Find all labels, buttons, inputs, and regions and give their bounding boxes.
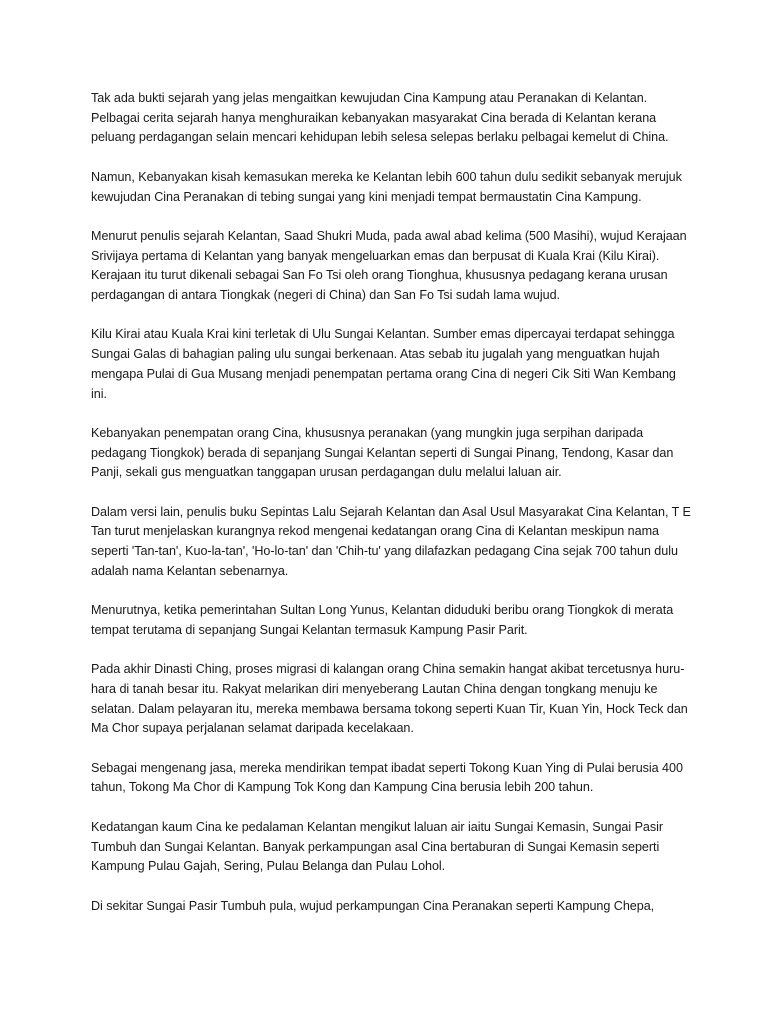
paragraph-4: Kilu Kirai atau Kuala Krai kini terletak di Ulu Sungai Kelantan. Sumber emas dipercayai terdapat sehingga Sungai Galas di bahagian paling ulu sungai berkenaan. Atas sebab itu jugalah yang menguatkan hujah mengapa Pulai di Gua Musang menjadi penempatan pertama orang Cina di negeri Cik Siti Wan Kembang ini. xyxy=(91,327,676,401)
paragraph-8: Pada akhir Dinasti Ching, proses migrasi di kalangan orang China semakin hangat akibat tercetusnya huru-hara di tanah besar itu. Rakyat melarikan diri menyeberang Lautan China dengan tongkang menuju ke selatan. Dalam pelayaran itu, mereka membawa bersama tokong seperti Kuan Tir, Kuan Yin, Hock Teck dan Ma Chor supaya perjalanan selamat daripada kecelakaan. xyxy=(91,662,688,736)
paragraph-2: Namun, Kebanyakan kisah kemasukan mereka ke Kelantan lebih 600 tahun dulu sedikit sebanyak merujuk kewujudan Cina Peranakan di tebing sungai yang kini menjadi tempat bermaustatin Cina Kampung. xyxy=(91,169,682,204)
paragraph-6: Dalam versi lain, penulis buku Sepintas Lalu Sejarah Kelantan dan Asal Usul Masyarakat Cina Kelantan, T E Tan turut menjelaskan kurangnya rekod mengenai kedatangan orang Cina di Kelantan meskipun nama seperti 'Tan-tan', Kuo-la-tan', 'Ho-lo-tan' dan 'Chih-tu' yang dilafazkan pedagang Cina sejak 700 tahun dulu adalah nama Kelantan sebenarnya. xyxy=(91,504,691,578)
paragraph-7: Menurutnya, ketika pemerintahan Sultan Long Yunus, Kelantan diduduki beribu orang Tiongkok di merata tempat terutama di sepanjang Sungai Kelantan termasuk Kampung Pasir Parit. xyxy=(91,603,674,637)
paragraph-1: Tak ada bukti sejarah yang jelas mengaitkan kewujudan Cina Kampung atau Peranakan di Kelantan. Pelbagai cerita sejarah hanya menghuraikan kebanyakan masyarakat Cina berada di Kelantan kerana peluang perdagangan selain mencari kehidupan lebih selesa selepas berlaku pelbagai kemelut di China. xyxy=(91,91,669,145)
paragraph-11: Di sekitar Sungai Pasir Tumbuh pula, wujud perkampungan Cina Peranakan seperti Kampung Chepa, xyxy=(91,898,655,913)
paragraph-5: Kebanyakan penempatan orang Cina, khususnya peranakan (yang mungkin juga serpihan daripada pedagang Tiongkok) berada di sepanjang Sungai Kelantan seperti di Sungai Pinang, Tendong, Kasar dan Panji, sekali gus menguatkan tanggapan urusan perdagangan dulu melalui laluan air. xyxy=(91,425,674,480)
document-body xyxy=(91,89,691,936)
paragraph-10: Kedatangan kaum Cina ke pedalaman Kelantan mengikut laluan air iaitu Sungai Kemasin, Sungai Pasir Tumbuh dan Sungai Kelantan. Banyak perkampungan asal Cina bertaburan di Sungai Kemasin seperti Kampung Pulau Gajah, Sering, Pulau Belanga dan Pulau Lohol. xyxy=(91,819,664,874)
paragraph-3: Menurut penulis sejarah Kelantan, Saad Shukri Muda, pada awal abad kelima (500 Masihi), wujud Kerajaan Srivijaya pertama di Kelantan yang banyak mengeluarkan emas dan berpusat di Kuala Krai (Kilu Kirai). Kerajaan itu turut dikenali sebagai San Fo Tsi oleh orang Tionghua, khususnya pedagang kerana urusan perdagangan di antara Tiongkak (negeri di China) dan San Fo Tsi sudah lama wujud. xyxy=(91,228,687,302)
paragraph-9: Sebagai mengenang jasa, mereka mendirikan tempat ibadat seperti Tokong Kuan Ying di Pulai berusia 400 tahun, Tokong Ma Chor di Kampung Tok Kong dan Kampung Cina berusia lebih 200 tahun. xyxy=(91,760,683,795)
